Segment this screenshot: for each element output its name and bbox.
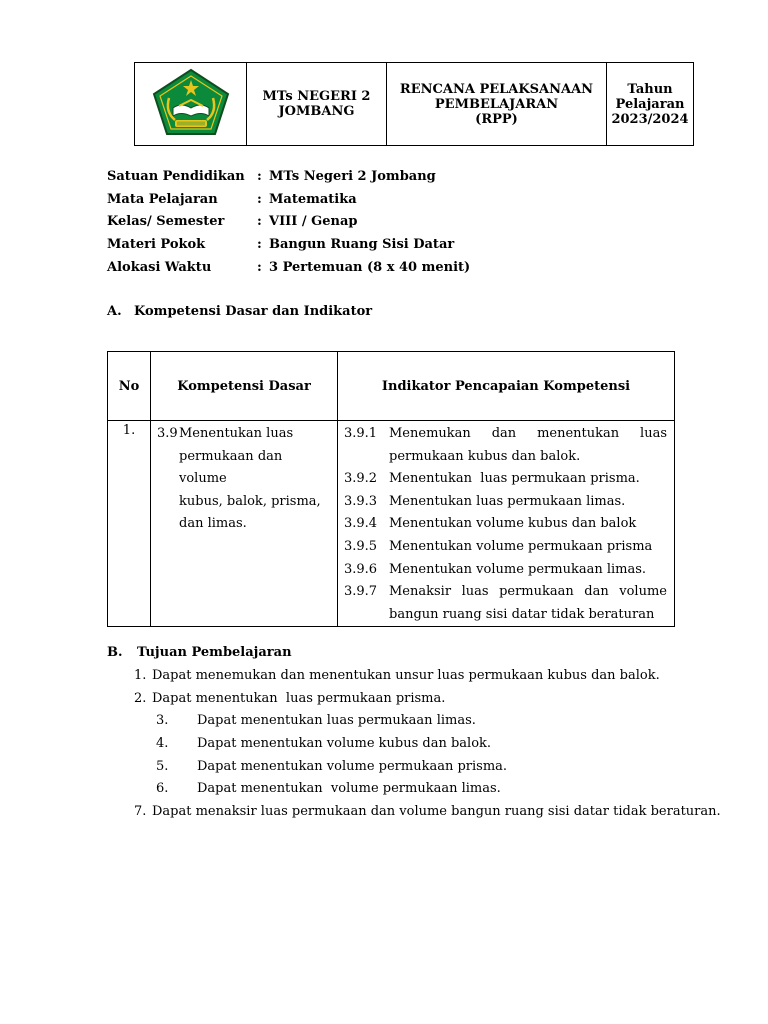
section-b-title: Tujuan Pembelajaran xyxy=(137,645,292,660)
list-item xyxy=(134,690,445,708)
identity-value: VIII / Genap xyxy=(269,214,358,230)
school-name: MTs NEGERI 2 JOMBANG xyxy=(262,89,371,119)
indicator-text xyxy=(389,423,667,468)
kd-line: permukaan dan volume xyxy=(179,448,283,487)
list-text: Dapat menaksir luas permukaan dan volume bangun ruang sisi datar tidak beraturan. xyxy=(152,804,721,819)
kd-number: 3.9 xyxy=(157,426,178,441)
indicator-number: 3.9.2 xyxy=(344,471,378,487)
list-text: Dapat menemukan dan menentukan unsur luas permukaan kubus dan balok. xyxy=(152,668,660,683)
indicator-cell xyxy=(338,421,675,627)
kd-line: kubus, balok, prisma, xyxy=(179,493,321,509)
indicator-number: 3.9.3 xyxy=(344,493,378,509)
list-text: Dapat menentukan luas permukaan limas. xyxy=(197,713,476,728)
list-text: Dapat menentukan volume kubus dan balok. xyxy=(197,736,492,751)
indicator-line: Menentukan luas permukaan limas. xyxy=(389,493,626,509)
identity-colon: : xyxy=(257,169,262,184)
list-text: Dapat menentukan luas permukaan prisma. xyxy=(152,691,446,706)
section-b-letter: B. xyxy=(107,645,123,660)
identity-value: 3 Pertemuan (8 x 40 menit) xyxy=(269,259,471,275)
indicator-line: Menentukan luas permukaan prisma. xyxy=(389,471,640,487)
indicator-item xyxy=(344,423,667,468)
table-header-row xyxy=(108,352,675,421)
indicator-text xyxy=(389,581,667,626)
identity-value: Matematika xyxy=(269,191,357,207)
identity-label: Alokasi Waktu xyxy=(107,259,212,275)
indicator-line: Menentukan volume kubus dan balok xyxy=(389,516,637,532)
row-number: 1. xyxy=(122,423,136,438)
kd-line: Menentukan luas xyxy=(179,426,294,441)
indicator-number: 3.9.5 xyxy=(344,538,378,554)
indicator-item xyxy=(344,491,667,514)
year-line-3: 2023/2024 xyxy=(611,111,689,127)
kd-text xyxy=(157,423,333,536)
list-item xyxy=(156,735,491,753)
identity-colon: : xyxy=(257,214,262,230)
identity-value: MTs Negeri 2 Jombang xyxy=(269,169,436,184)
indicator-line: bangun ruang sisi datar tidak beraturan xyxy=(389,606,655,622)
header-table xyxy=(134,62,694,146)
doc-title-line-1: RENCANA PELAKSANAAN xyxy=(399,81,594,97)
doc-title-line-2: PEMBELAJARAN xyxy=(434,96,559,112)
list-item xyxy=(134,803,721,821)
identity-block xyxy=(107,168,470,281)
kemenag-logo-icon xyxy=(151,68,231,136)
identity-colon: : xyxy=(257,237,262,253)
indicator-number: 3.9.4 xyxy=(344,516,378,532)
kd-line: dan limas. xyxy=(179,516,247,532)
indicator-number: 3.9.1 xyxy=(344,426,378,441)
indicator-item xyxy=(344,559,667,582)
row-no xyxy=(108,421,151,627)
indicator-line: Menemukan dan menentukan luas xyxy=(389,426,667,441)
list-number: 4. xyxy=(156,736,169,751)
indicator-line: Menentukan volume permukaan limas. xyxy=(389,561,647,577)
kd-cell xyxy=(151,421,338,627)
section-b-heading xyxy=(107,645,292,660)
indicator-line: permukaan kubus dan balok. xyxy=(389,448,581,464)
indicator-line: Menentukan volume permukaan prisma xyxy=(389,538,653,554)
indicator-number: 3.9.6 xyxy=(344,561,378,577)
logo-cell xyxy=(135,63,247,146)
identity-colon: : xyxy=(257,191,262,207)
section-a-title: Kompetensi Dasar dan Indikator xyxy=(134,304,373,319)
identity-colon: : xyxy=(257,259,262,275)
school-name-cell xyxy=(247,63,387,146)
competency-table xyxy=(107,351,675,627)
section-a-letter: A. xyxy=(107,304,122,319)
indicator-item xyxy=(344,581,667,626)
list-number: 5. xyxy=(156,759,169,774)
identity-label: Satuan Pendidikan xyxy=(107,169,245,184)
list-item xyxy=(156,780,501,798)
indicator-line: Menaksir luas permukaan dan volume xyxy=(389,584,667,600)
indicator-item xyxy=(344,513,667,536)
section-a-heading xyxy=(107,304,372,319)
list-number: 1. xyxy=(134,668,147,683)
list-number: 7. xyxy=(134,804,147,819)
identity-row xyxy=(107,191,470,214)
year-line-1: Tahun xyxy=(627,81,673,97)
list-text: Dapat menentukan volume permukaan limas. xyxy=(197,781,501,796)
header-no: No xyxy=(108,352,151,421)
indicator-item xyxy=(344,468,667,491)
header-indicator: Indikator Pencapaian Kompetensi xyxy=(338,352,675,421)
list-text: Dapat menentukan volume permukaan prisma. xyxy=(197,759,508,774)
list-number: 3. xyxy=(156,713,169,728)
list-number: 2. xyxy=(134,691,147,706)
identity-row xyxy=(107,236,470,259)
list-item xyxy=(134,667,660,685)
indicator-item xyxy=(344,536,667,559)
identity-row xyxy=(107,259,470,282)
list-item xyxy=(156,712,476,730)
identity-row xyxy=(107,213,470,236)
identity-label: Mata Pelajaran xyxy=(107,191,218,207)
identity-value: Bangun Ruang Sisi Datar xyxy=(269,237,455,253)
table-row xyxy=(108,421,675,627)
doc-title-line-3: (RPP) xyxy=(475,111,518,127)
identity-label: Materi Pokok xyxy=(107,237,206,253)
identity-label: Kelas/ Semester xyxy=(107,214,225,230)
doc-title-cell xyxy=(387,63,607,146)
list-item xyxy=(156,758,507,776)
indicator-number: 3.9.7 xyxy=(344,584,378,600)
header-kd: Kompetensi Dasar xyxy=(151,352,338,421)
year-line-2: Pelajaran xyxy=(615,96,685,112)
academic-year-cell xyxy=(607,63,694,146)
list-number: 6. xyxy=(156,781,169,796)
identity-row xyxy=(107,168,470,191)
